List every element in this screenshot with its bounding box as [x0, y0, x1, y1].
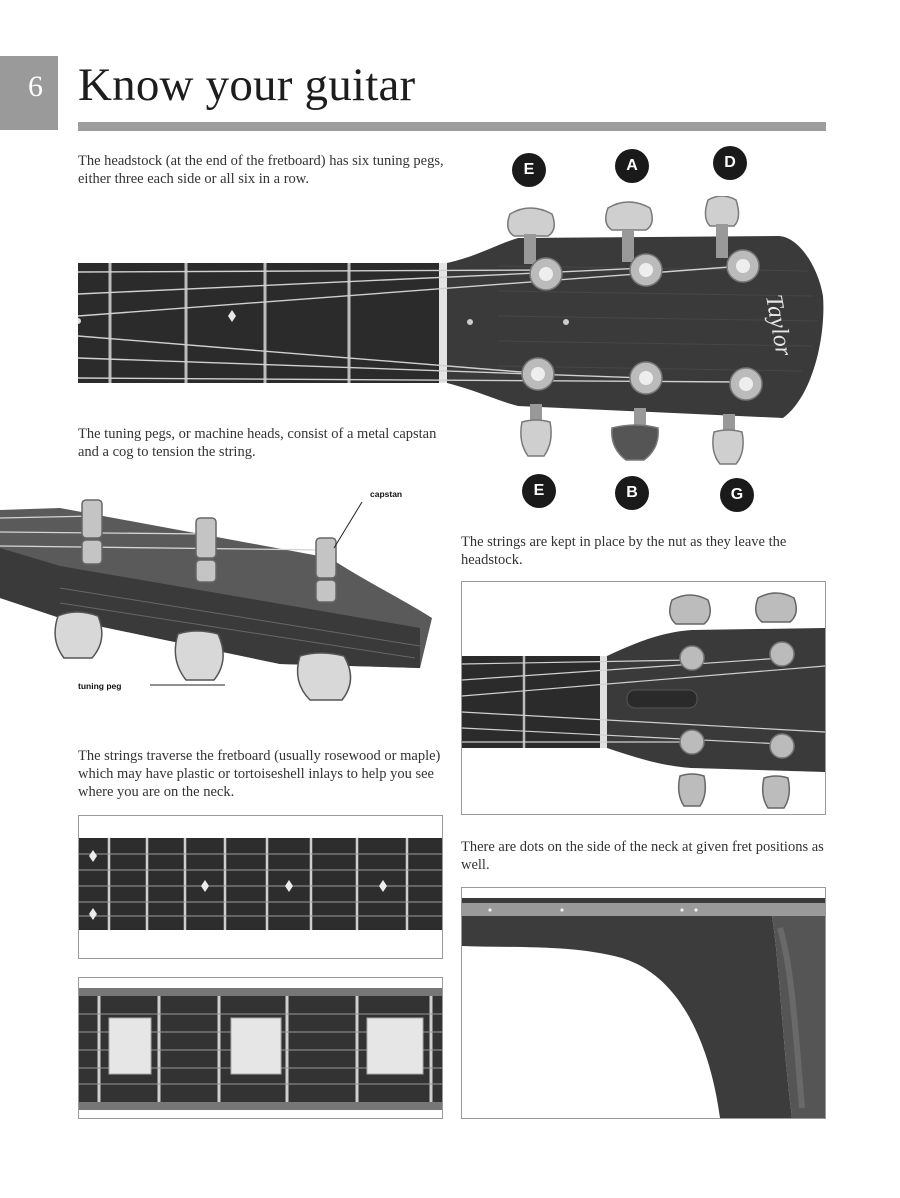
string-badge-bottom-3: G	[720, 478, 754, 512]
brand-logo: Taylor	[760, 292, 797, 358]
capstan-label: capstan	[370, 489, 403, 499]
headstock-paragraph: The headstock (at the end of the fretboard) has six tuning pegs, either three each side or all six in a row.	[78, 153, 444, 187]
tuning-peg-label: tuning peg	[78, 681, 122, 691]
tuning-pegs-paragraph: The tuning pegs, or machine heads, consist of a metal capstan and a cog to tension the string.	[78, 426, 437, 460]
rosewood-fretboard-photo	[78, 815, 443, 959]
string-badge-top-2: A	[615, 149, 649, 183]
nut-photo	[461, 581, 826, 815]
page-number: 6	[28, 70, 43, 103]
neck-side-photo	[461, 887, 826, 1119]
side-dots-paragraph: There are dots on the side of the neck at given fret positions as well.	[461, 839, 824, 873]
fretboard-paragraph: The strings traverse the fretboard (usually rosewood or maple) which may have plastic or tortoiseshell inlays to help you see where you are on the neck.	[78, 748, 441, 800]
string-badge-top-1: E	[512, 153, 546, 187]
string-badge-bottom-1: E	[522, 474, 556, 508]
nut-paragraph: The strings are kept in place by the nut as they leave the headstock.	[461, 534, 787, 568]
block-inlay-fretboard-photo	[78, 977, 443, 1119]
title-rule	[78, 122, 826, 131]
angled-headstock-illustration	[0, 488, 440, 713]
string-badge-bottom-2: B	[615, 476, 649, 510]
string-badge-top-3: D	[713, 146, 747, 180]
page-title: Know your guitar	[78, 59, 416, 111]
